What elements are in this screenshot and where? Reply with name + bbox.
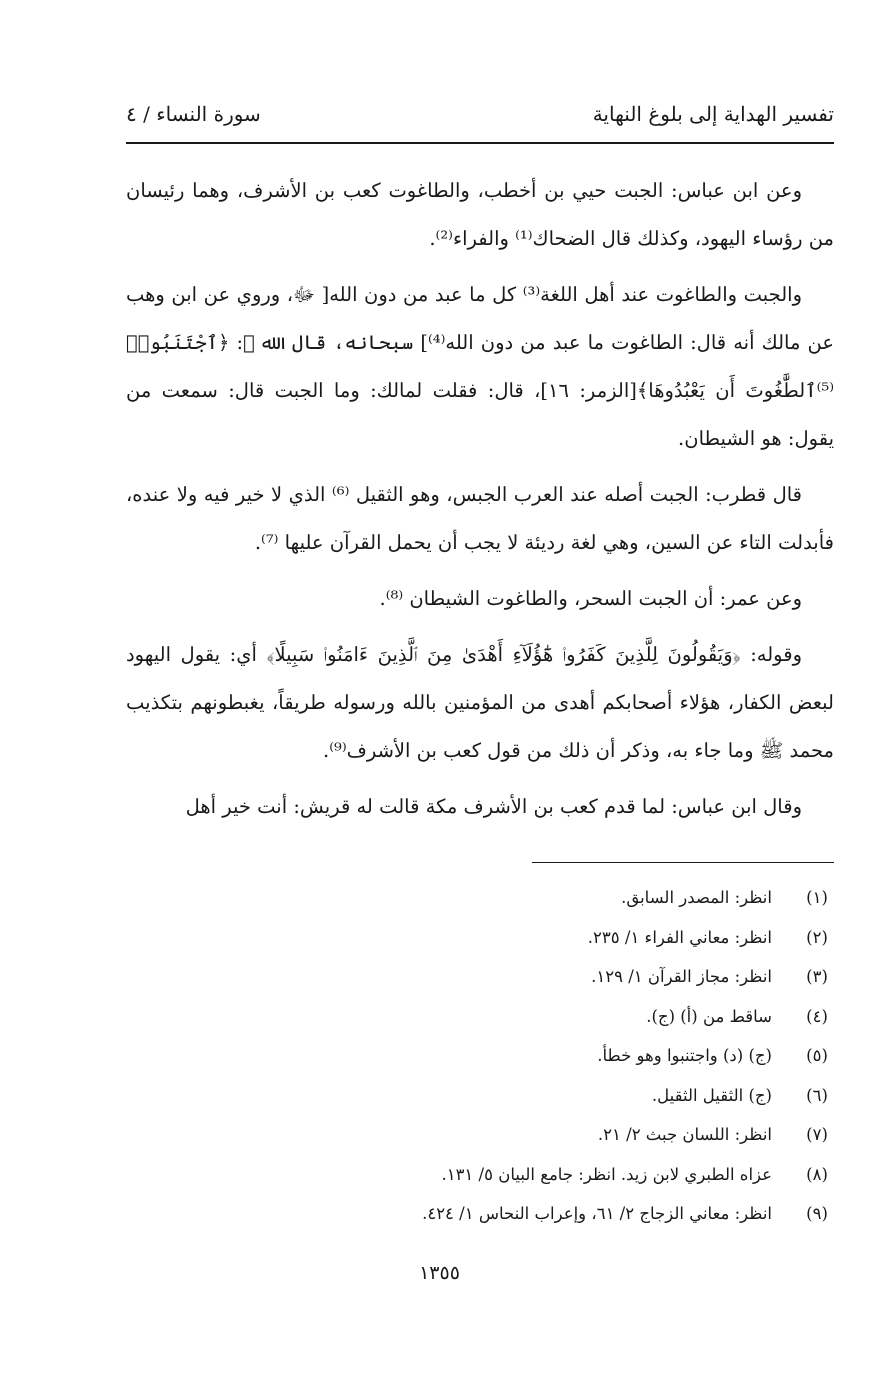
footnote-number: (٥) xyxy=(806,1046,828,1065)
footnotes xyxy=(126,878,834,1234)
paragraph: وعن ابن عباس: الجبت حيي بن أخطب، والطاغوت كعب بن الأشرف، وهما رئيسان من رؤساء اليهود، وكذلك قال الضحاك⁽¹⁾ والفراء⁽²⁾. xyxy=(126,179,834,250)
footnote xyxy=(126,1115,834,1155)
running-header xyxy=(126,96,834,136)
footnote-text: (ج) (د) واجتنبوا وهو خطأ. xyxy=(597,1046,772,1065)
footnote-text: انظر: مجاز القرآن ١/ ١٢٩. xyxy=(591,967,772,986)
footnote-text: انظر: معاني الزجاج ٢/ ٦١، وإعراب النحاس ١/ ٤٢٤. xyxy=(422,1204,772,1223)
footnote-text: انظر: اللسان جبث ٢/ ٢١. xyxy=(597,1125,772,1144)
footnote-number: (٢) xyxy=(806,927,828,947)
paragraph: وقوله: ﴿وَيَقُولُونَ لِلَّذِينَ كَفَرُوا۟ هَٰٓؤُلَآءِ أَهْدَىٰ مِنَ ٱلَّذِينَ ءَامَنُوا۟ سَبِيلًا﴾ أي: يقول اليهود لبعض الكفار، هؤلاء أصحابكم أهدى من المؤمنين بالله ورسوله طريقاً، يغبطونهم بتكذيب محمد ﷺ وما جاء به، وذكر أن ذلك من قول كعب بن الأشرف⁽⁹⁾. xyxy=(126,643,834,762)
footnote-number: (٧) xyxy=(806,1125,828,1144)
footnote-text: ساقط من (أ) (ج). xyxy=(646,1006,772,1026)
surah-label: سورة النساء / ٤ xyxy=(126,102,261,126)
page-number: ١٣٥٥ xyxy=(419,1262,460,1284)
footnote xyxy=(126,878,834,918)
footnote-text: (ج) الثقيل الثقيل. xyxy=(651,1085,772,1105)
footnote-number: (٦) xyxy=(806,1085,828,1105)
footnote-number: (٤) xyxy=(806,1006,828,1026)
footnote-number: (١) xyxy=(806,888,828,907)
footnote xyxy=(126,918,834,958)
paragraph: والجبت والطاغوت عند أهل اللغة⁽³⁾ كل ما عبد من دون الله[ ﷻ، وروي عن ابن وهب عن مالك أنه قال: الطاغوت ما عبد من دون الله⁽⁴⁾] سبحانه، قال الله ﷻ: ﴿ٱجْتَنَبُوا۟ ⁽⁵⁾ٱلطَّٰغُوتَ أَن يَعْبُدُوهَا﴾[الزمر: ١٦]، قال: فقلت لمالك: وما الجبت قال: سمعت من يقول: هو الشيطان. xyxy=(126,283,834,450)
paragraph: قال قطرب: الجبت أصله عند العرب الجبس، وهو الثقيل ⁽⁶⁾ الذي لا خير فيه ولا عنده، فأبدلت التاء عن السين، وهي لغة رديئة لا يجب أن يحمل القرآن عليها ⁽⁷⁾. xyxy=(126,483,834,554)
footnote-text: عزاه الطبري لابن زيد. انظر: جامع البيان ٥/ ١٣١. xyxy=(441,1164,772,1184)
paragraph: وعن عمر: أن الجبت السحر، والطاغوت الشيطان ⁽⁸⁾. xyxy=(379,587,802,610)
footnote xyxy=(126,1076,834,1116)
footnote xyxy=(126,1194,834,1234)
footnote xyxy=(126,957,834,997)
footnote-divider xyxy=(532,862,834,863)
book-title: تفسير الهداية إلى بلوغ النهاية xyxy=(592,102,834,126)
main-text xyxy=(126,167,834,839)
footnote xyxy=(126,1155,834,1195)
header-divider xyxy=(126,142,834,144)
footnote xyxy=(126,1036,834,1076)
paragraph: وقال ابن عباس: لما قدم كعب بن الأشرف مكة قالت له قريش: أنت خير أهل xyxy=(185,795,802,818)
footnote xyxy=(126,997,834,1037)
footnote-number: (٣) xyxy=(806,967,828,986)
footnote-text: انظر: معاني الفراء ١/ ٢٣٥. xyxy=(587,927,772,947)
footnote-number: (٨) xyxy=(806,1164,828,1184)
footnote-number: (٩) xyxy=(806,1204,828,1223)
footnote-text: انظر: المصدر السابق. xyxy=(621,888,772,907)
